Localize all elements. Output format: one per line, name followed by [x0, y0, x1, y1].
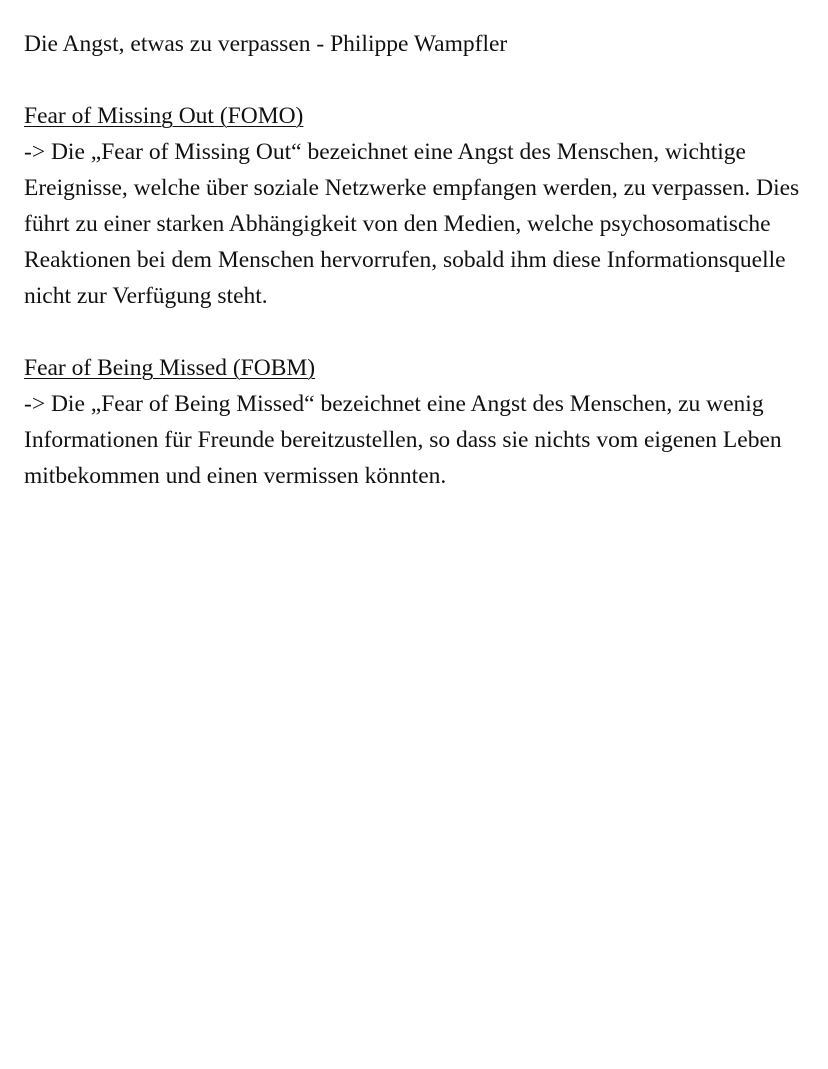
- section-body-fomo: -> Die „Fear of Missing Out“ bezeichnet eine Angst des Menschen, wichtige Ereignisse, welche über soziale Netzwerke empfangen werden, zu verpassen. Dies führt zu einer starken Abhängigkeit von den Medien, welche psychosomatische Reaktionen bei dem Menschen hervorrufen, sobald ihm diese Informationsquelle nicht zur Verfügung steht.: [24, 139, 800, 309]
- section-heading-fobm: Fear of Being Missed (FOBM): [24, 355, 316, 381]
- section-heading-fomo: Fear of Missing Out (FOMO): [24, 103, 304, 129]
- section-fobm: [24, 350, 814, 494]
- section-body-fobm: -> Die „Fear of Being Missed“ bezeichnet eine Angst des Menschen, zu wenig Informationen für Freunde bereitzustellen, so dass sie nichts vom eigenen Leben mitbekommen und einen vermissen könnten.: [24, 391, 782, 489]
- section-fomo: [24, 98, 814, 314]
- document-page: [24, 26, 814, 494]
- document-title: Die Angst, etwas zu verpassen - Philippe Wampfler: [24, 31, 508, 57]
